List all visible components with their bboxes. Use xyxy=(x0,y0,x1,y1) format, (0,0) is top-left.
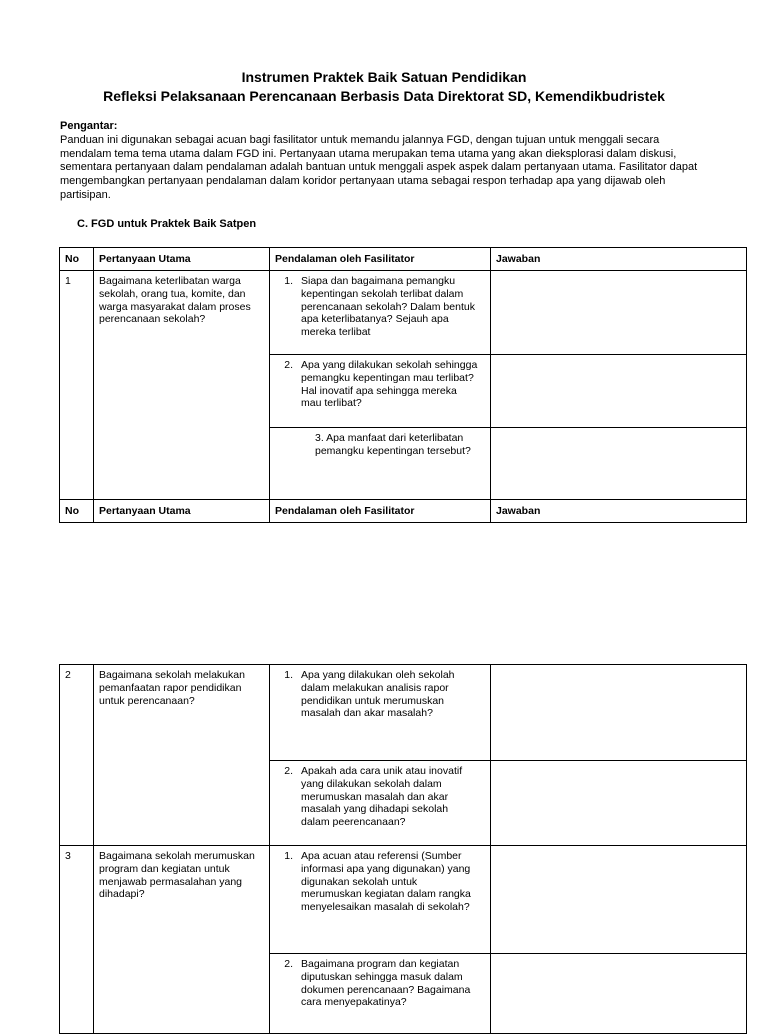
fgd-table-part-1 xyxy=(59,247,747,523)
answer-cell[interactable] xyxy=(491,271,747,355)
header-answer: Jawaban xyxy=(491,248,747,271)
probe-number: 1. xyxy=(284,850,293,862)
probe-text: Siapa dan bagaimana pemangku kepentingan sekolah terlibat dalam perencanaan sekolah? Dalam bentuk apa keterlibatanya? Sejauh apa mereka terlibat xyxy=(301,275,475,339)
answer-cell[interactable] xyxy=(491,665,747,761)
probe-number: 2. xyxy=(284,958,293,970)
answer-cell[interactable] xyxy=(491,428,747,500)
table-header-row-repeat xyxy=(60,500,747,523)
probe-cell xyxy=(270,428,491,500)
table-header-row xyxy=(60,248,747,271)
probe-text: Apa yang dilakukan oleh sekolah dalam melakukan analisis rapor pendidikan untuk merumuskan masalah dan akar masalah? xyxy=(301,669,455,720)
probe-number: 2. xyxy=(284,765,293,777)
main-question: Bagaimana sekolah melakukan pemanfaatan rapor pendidikan untuk perencanaan? xyxy=(94,665,270,846)
fgd-table-part-2 xyxy=(59,664,747,1034)
row-number: 1 xyxy=(60,271,94,500)
probe-cell xyxy=(270,665,491,761)
answer-cell[interactable] xyxy=(491,846,747,954)
header-main-question: Pertanyaan Utama xyxy=(94,500,270,523)
probe-cell xyxy=(270,761,491,846)
probe-cell xyxy=(270,954,491,1034)
main-question: Bagaimana sekolah merumuskan program dan kegiatan untuk menjawab permasalahan yang dihadapi? xyxy=(94,846,270,1034)
answer-cell[interactable] xyxy=(491,954,747,1034)
intro-label: Pengantar: xyxy=(60,120,118,132)
header-no: No xyxy=(60,248,94,271)
section-heading: C. FGD untuk Praktek Baik Satpen xyxy=(77,218,257,230)
table-row xyxy=(60,846,747,954)
main-question: Bagaimana keterlibatan warga sekolah, orang tua, komite, dan warga masyarakat dalam proses perencanaan sekolah? xyxy=(94,271,270,500)
probe-cell xyxy=(270,355,491,428)
header-probe: Pendalaman oleh Fasilitator xyxy=(270,248,491,271)
row-number: 3 xyxy=(60,846,94,1034)
document-subtitle: Refleksi Pelaksanaan Perencanaan Berbasis Data Direktorat SD, Kemendikbudristek xyxy=(103,88,665,104)
probe-number: 1. xyxy=(284,669,293,681)
answer-cell[interactable] xyxy=(491,761,747,846)
probe-number: 1. xyxy=(284,275,293,287)
intro-paragraph: Panduan ini digunakan sebagai acuan bagi fasilitator untuk memandu jalannya FGD, dengan tujuan untuk menggali secara mendalam tema tema utama dalam FGD ini. Pertanyaan utama merupakan tema utama yang akan dieksplorasi dalam diskusi, sementara pertanyaan dalam pendalaman adalah bantuan untuk menggali aspek aspek dalam pertanyaan utama. Fasilitator dapat mengembangkan pertanyaan pendalaman dalam koridor pertanyaan utama sebagai respon terhadap apa yang dijawab oleh partisipan. xyxy=(60,134,698,201)
probe-text: 3. Apa manfaat dari keterlibatan pemangku kepentingan tersebut? xyxy=(315,432,471,457)
header-probe: Pendalaman oleh Fasilitator xyxy=(270,500,491,523)
header-main-question: Pertanyaan Utama xyxy=(94,248,270,271)
probe-cell xyxy=(270,271,491,355)
table-row xyxy=(60,271,747,355)
header-answer: Jawaban xyxy=(491,500,747,523)
document-title: Instrumen Praktek Baik Satuan Pendidikan xyxy=(241,69,527,85)
probe-text: Apa acuan atau referensi (Sumber informasi apa yang digunakan) yang digunakan sekolah untuk merumuskan kegiatan dalam rangka menyelesaikan masalah di sekolah? xyxy=(301,850,471,914)
probe-number: 2. xyxy=(284,359,293,371)
answer-cell[interactable] xyxy=(491,355,747,428)
probe-text: Apakah ada cara unik atau inovatif yang dilakukan sekolah dalam merumuskan masalah dan akar masalah yang dihadapi sekolah dalam peerencanaan? xyxy=(301,765,463,829)
probe-text: Bagaimana program dan kegiatan diputuskan sehingga masuk dalam dokumen perencanaan? Bagaimana cara menyepakatinya? xyxy=(301,958,471,1009)
row-number: 2 xyxy=(60,665,94,846)
table-row xyxy=(60,665,747,761)
header-no: No xyxy=(60,500,94,523)
probe-text: Apa yang dilakukan sekolah sehingga pemangku kepentingan mau terlibat? Hal inovatif apa sehingga mereka mau terlibat? xyxy=(301,359,478,410)
probe-cell xyxy=(270,846,491,954)
